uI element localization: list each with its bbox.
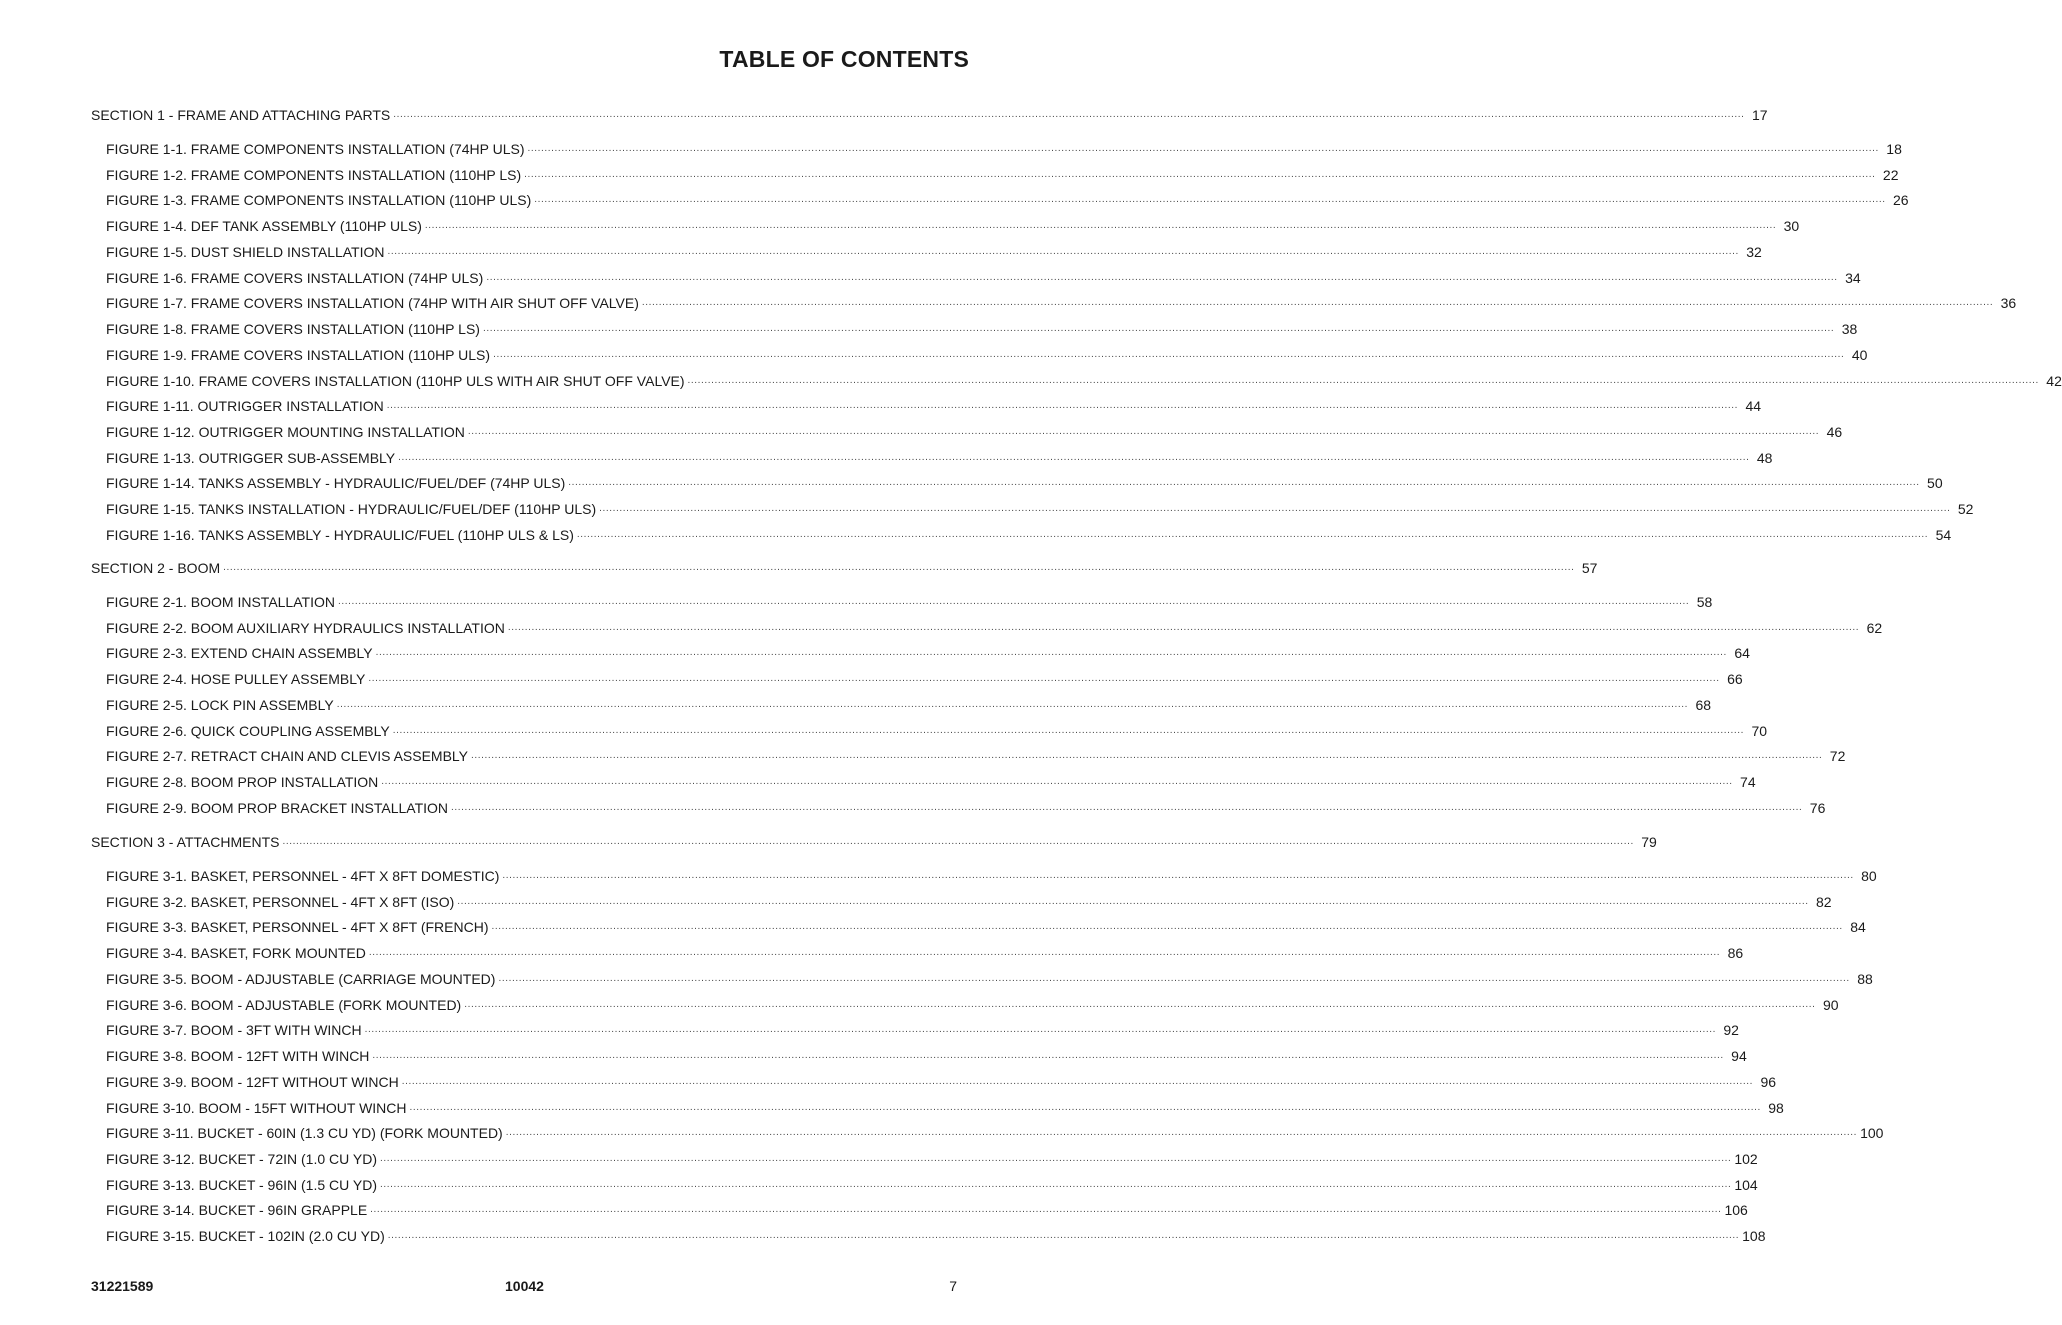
toc-leader-dots: ................................................................................................................................................................................................................................................................................................................................................................................................................	[464, 998, 1816, 1010]
toc-entry-title: FIGURE 3-9. BOOM - 12FT WITHOUT WINCH	[106, 1073, 399, 1090]
toc-entry-title: FIGURE 2-5. LOCK PIN ASSEMBLY	[106, 696, 334, 713]
toc-section-entry[interactable]	[91, 830, 1657, 850]
toc-leader-dots: ................................................................................................................................................................................................................................................................................................................................................................................................................	[467, 426, 1820, 438]
toc-entry-page: 76	[1809, 799, 1826, 816]
toc-entry-page: 30	[1783, 218, 1800, 235]
toc-entry-title: FIGURE 1-14. TANKS ASSEMBLY - HYDRAULIC/FUEL/DEF (74HP ULS)	[106, 475, 566, 492]
page-title: TABLE OF CONTENTS	[719, 46, 969, 72]
toc-figure-entry[interactable]	[91, 796, 1826, 816]
toc-entry-title: FIGURE 1-7. FRAME COVERS INSTALLATION (74HP WITH AIR SHUT OFF VALVE)	[106, 295, 639, 312]
toc-figure-entry[interactable]	[91, 214, 1800, 235]
toc-leader-dots: ................................................................................................................................................................................................................................................................................................................................................................................................................	[398, 451, 1750, 463]
toc-leader-dots: ................................................................................................................................................................................................................................................................................................................................................................................................................	[498, 972, 1850, 984]
toc-figure-entry[interactable]	[91, 590, 1713, 610]
toc-entry-title: FIGURE 1-13. OUTRIGGER SUB-ASSEMBLY	[106, 449, 396, 466]
toc-section-entry[interactable]	[91, 556, 1598, 576]
toc-leader-dots: ................................................................................................................................................................................................................................................................................................................................................................................................................	[282, 836, 1634, 847]
toc-leader-dots: ................................................................................................................................................................................................................................................................................................................................................................................................................	[502, 870, 1854, 881]
toc-figure-entry[interactable]	[91, 641, 1750, 662]
toc-figure-entry[interactable]	[91, 523, 1952, 543]
toc-leader-dots: ................................................................................................................................................................................................................................................................................................................................................................................................................	[223, 562, 1575, 573]
toc-entry-page: 40	[1851, 346, 1868, 363]
toc-figure-entry[interactable]	[91, 667, 1743, 688]
toc-leader-dots: ................................................................................................................................................................................................................................................................................................................................................................................................................	[527, 143, 1879, 154]
toc-entry-page: 66	[1727, 671, 1743, 688]
footer-doc-code: 10042	[505, 1278, 544, 1294]
toc-entry-page: 104	[1734, 1176, 1758, 1193]
toc-figure-entry[interactable]	[91, 967, 1873, 987]
toc-entry-title: FIGURE 1-9. FRAME COVERS INSTALLATION (110HP ULS)	[106, 346, 491, 363]
toc-leader-dots: ................................................................................................................................................................................................................................................................................................................................................................................................................	[370, 1204, 1722, 1216]
toc-entry-title: FIGURE 1-1. FRAME COMPONENTS INSTALLATION (74HP ULS)	[106, 141, 525, 157]
toc-entry-page: 64	[1734, 645, 1750, 662]
toc-entry-page: 102	[1734, 1151, 1758, 1168]
toc-leader-dots: ................................................................................................................................................................................................................................................................................................................................................................................................................	[424, 220, 1777, 232]
toc-figure-entry[interactable]	[91, 188, 1909, 209]
toc-entry-page: 22	[1882, 166, 1899, 183]
toc-figure-entry[interactable]	[91, 1224, 1766, 1245]
toc-leader-dots: ................................................................................................................................................................................................................................................................................................................................................................................................................	[576, 528, 1929, 540]
toc-figure-entry[interactable]	[91, 137, 1902, 157]
toc-entry-title: FIGURE 1-15. TANKS INSTALLATION - HYDRAULIC/FUEL/DEF (110HP ULS)	[106, 501, 597, 518]
toc-figure-entry[interactable]	[91, 1198, 1748, 1219]
toc-entry-title: FIGURE 3-13. BUCKET - 96IN (1.5 CU YD)	[106, 1176, 377, 1193]
toc-entry-page: 17	[1751, 107, 1768, 123]
toc-figure-entry[interactable]	[91, 941, 1744, 962]
toc-leader-dots: ................................................................................................................................................................................................................................................................................................................................................................................................................	[409, 1101, 1761, 1113]
toc-entry-page: 106	[1724, 1202, 1748, 1219]
toc-entry-page: 96	[1760, 1073, 1777, 1090]
toc-entry-title: FIGURE 3-2. BASKET, PERSONNEL - 4FT X 8FT (ISO)	[106, 893, 455, 910]
toc-entry-title: FIGURE 2-1. BOOM INSTALLATION	[106, 594, 335, 610]
toc-leader-dots: ................................................................................................................................................................................................................................................................................................................................................................................................................	[375, 647, 1727, 659]
toc-leader-dots: ................................................................................................................................................................................................................................................................................................................................................................................................................	[380, 1178, 1732, 1190]
toc-entry-page: 98	[1768, 1099, 1784, 1116]
toc-entry-title: FIGURE 1-12. OUTRIGGER MOUNTING INSTALLATION	[106, 424, 465, 441]
toc-leader-dots: ................................................................................................................................................................................................................................................................................................................................................................................................................	[457, 895, 1809, 907]
toc-entry-title: FIGURE 2-8. BOOM PROP INSTALLATION	[106, 774, 379, 791]
footer-part-number: 31221589	[91, 1278, 154, 1294]
toc-entry-title: FIGURE 3-10. BOOM - 15FT WITHOUT WINCH	[106, 1099, 407, 1116]
toc-entry-title: FIGURE 3-5. BOOM - ADJUSTABLE (CARRIAGE MOUNTED)	[106, 970, 496, 987]
toc-leader-dots: ................................................................................................................................................................................................................................................................................................................................................................................................................	[524, 168, 1876, 180]
toc-entry-title: FIGURE 1-3. FRAME COMPONENTS INSTALLATION (110HP ULS)	[106, 192, 532, 209]
toc-leader-dots: ................................................................................................................................................................................................................................................................................................................................................................................................................	[486, 271, 1838, 283]
toc-leader-dots: ................................................................................................................................................................................................................................................................................................................................................................................................................	[641, 297, 1994, 309]
toc-entry-title: SECTION 1 - FRAME AND ATTACHING PARTS	[91, 107, 391, 123]
toc-entry-page: 46	[1826, 424, 1843, 441]
toc-entry-title: FIGURE 3-12. BUCKET - 72IN (1.0 CU YD)	[106, 1151, 377, 1168]
toc-leader-dots: ................................................................................................................................................................................................................................................................................................................................................................................................................	[401, 1075, 1754, 1087]
toc-figure-entry[interactable]	[91, 420, 1843, 441]
toc-entry-title: FIGURE 2-7. RETRACT CHAIN AND CLEVIS ASSEMBLY	[106, 748, 469, 765]
toc-leader-dots: ................................................................................................................................................................................................................................................................................................................................................................................................................	[451, 801, 1803, 813]
toc-entry-page: 54	[1935, 526, 1952, 543]
toc-entry-page: 32	[1746, 243, 1762, 260]
toc-leader-dots: ................................................................................................................................................................................................................................................................................................................................................................................................................	[386, 400, 1739, 412]
footer-page-number: 7	[949, 1278, 957, 1294]
toc-figure-entry[interactable]	[91, 719, 1768, 739]
toc-entry-title: FIGURE 1-10. FRAME COVERS INSTALLATION (110HP ULS WITH AIR SHUT OFF VALVE)	[106, 372, 685, 389]
toc-entry-page: 82	[1816, 893, 1832, 910]
toc-entry-title: FIGURE 3-4. BASKET, FORK MOUNTED	[106, 945, 366, 962]
toc-leader-dots: ................................................................................................................................................................................................................................................................................................................................................................................................................	[505, 1127, 1858, 1139]
toc-figure-entry[interactable]	[91, 1121, 1884, 1142]
toc-entry-title: FIGURE 1-4. DEF TANK ASSEMBLY (110HP ULS)	[106, 218, 422, 235]
toc-entry-page: 57	[1581, 560, 1598, 576]
toc-entry-page: 94	[1731, 1048, 1747, 1065]
toc-figure-entry[interactable]	[91, 915, 1866, 936]
toc-entry-title: FIGURE 1-16. TANKS ASSEMBLY - HYDRAULIC/FUEL (110HP ULS & LS)	[106, 526, 574, 543]
toc-entry-page: 72	[1829, 748, 1846, 765]
toc-entry-title: FIGURE 3-8. BOOM - 12FT WITH WINCH	[106, 1048, 370, 1065]
toc-leader-dots: ................................................................................................................................................................................................................................................................................................................................................................................................................	[599, 503, 1951, 515]
toc-figure-entry[interactable]	[91, 1070, 1777, 1090]
toc-figure-entry[interactable]	[91, 1096, 1784, 1116]
toc-leader-dots: ................................................................................................................................................................................................................................................................................................................................................................................................................	[687, 374, 2039, 386]
toc-entry-title: FIGURE 3-14. BUCKET - 96IN GRAPPLE	[106, 1202, 368, 1219]
toc-leader-dots: ................................................................................................................................................................................................................................................................................................................................................................................................................	[568, 477, 1920, 489]
toc-figure-entry[interactable]	[91, 446, 1773, 466]
toc-entry-page: 86	[1727, 945, 1744, 962]
toc-figure-entry[interactable]	[91, 864, 1877, 884]
toc-figure-entry[interactable]	[91, 744, 1846, 765]
toc-entry-title: FIGURE 3-1. BASKET, PERSONNEL - 4FT X 8FT DOMESTIC)	[106, 868, 500, 884]
toc-entry-page: 26	[1893, 192, 1909, 209]
toc-entry-title: FIGURE 1-6. FRAME COVERS INSTALLATION (74HP ULS)	[106, 269, 484, 286]
toc-entry-title: FIGURE 3-15. BUCKET - 102IN (2.0 CU YD)	[106, 1228, 385, 1245]
toc-figure-entry[interactable]	[91, 693, 1712, 713]
toc-entry-title: FIGURE 1-2. FRAME COMPONENTS INSTALLATION (110HP LS)	[106, 166, 522, 183]
toc-entry-title: FIGURE 1-5. DUST SHIELD INSTALLATION	[106, 243, 385, 260]
toc-entry-title: FIGURE 1-11. OUTRIGGER INSTALLATION	[106, 398, 384, 415]
toc-entry-page: 74	[1740, 774, 1756, 791]
toc-entry-title: FIGURE 2-2. BOOM AUXILIARY HYDRAULICS INSTALLATION	[106, 619, 505, 636]
toc-leader-dots: ................................................................................................................................................................................................................................................................................................................................................................................................................	[368, 947, 1721, 959]
toc-leader-dots: ................................................................................................................................................................................................................................................................................................................................................................................................................	[507, 621, 1860, 633]
toc-leader-dots: ................................................................................................................................................................................................................................................................................................................................................................................................................	[387, 1230, 1740, 1242]
toc-leader-dots: ................................................................................................................................................................................................................................................................................................................................................................................................................	[491, 921, 1843, 933]
toc-entry-page: 34	[1845, 269, 1861, 286]
toc-leader-dots: ................................................................................................................................................................................................................................................................................................................................................................................................................	[471, 750, 1823, 762]
toc-leader-dots: ................................................................................................................................................................................................................................................................................................................................................................................................................	[381, 776, 1733, 788]
toc-leader-dots: ................................................................................................................................................................................................................................................................................................................................................................................................................	[380, 1153, 1732, 1165]
toc-figure-entry[interactable]	[91, 394, 1762, 415]
toc-entry-title: SECTION 3 - ATTACHMENTS	[91, 834, 280, 850]
toc-entry-title: FIGURE 3-11. BUCKET - 60IN (1.3 CU YD) (FORK MOUNTED)	[106, 1125, 503, 1142]
toc-leader-dots: ................................................................................................................................................................................................................................................................................................................................................................................................................	[393, 109, 1745, 120]
toc-entry-page: 38	[1841, 321, 1858, 338]
toc-leader-dots: ................................................................................................................................................................................................................................................................................................................................................................................................................	[368, 673, 1720, 685]
toc-entry-page: 50	[1927, 475, 1943, 492]
toc-entry-title: FIGURE 2-9. BOOM PROP BRACKET INSTALLATION	[106, 799, 449, 816]
toc-figure-entry[interactable]	[91, 163, 1899, 183]
toc-figure-entry[interactable]	[91, 266, 1861, 286]
toc-entry-title: FIGURE 2-6. QUICK COUPLING ASSEMBLY	[106, 722, 390, 739]
toc-leader-dots: ................................................................................................................................................................................................................................................................................................................................................................................................................	[387, 245, 1739, 257]
toc-entry-page: 42	[2046, 372, 2062, 389]
toc-figure-entry[interactable]	[91, 240, 1762, 260]
toc-entry-page: 48	[1756, 449, 1773, 466]
toc-entry-page: 79	[1641, 834, 1657, 850]
toc-entry-page: 18	[1886, 141, 1902, 157]
toc-entry-title: FIGURE 1-8. FRAME COVERS INSTALLATION (110HP LS)	[106, 321, 480, 338]
toc-figure-entry[interactable]	[91, 317, 1858, 338]
toc-figure-entry[interactable]	[91, 291, 2017, 312]
toc-figure-entry[interactable]	[91, 1173, 1758, 1193]
toc-entry-page: 100	[1860, 1125, 1884, 1142]
toc-leader-dots: ................................................................................................................................................................................................................................................................................................................................................................................................................	[392, 724, 1745, 736]
toc-entry-title: FIGURE 2-4. HOSE PULLEY ASSEMBLY	[106, 671, 366, 688]
toc-figure-entry[interactable]	[91, 343, 1868, 363]
toc-figure-entry[interactable]	[91, 993, 1839, 1013]
toc-entry-page: 44	[1745, 398, 1762, 415]
toc-figure-entry[interactable]	[91, 770, 1756, 791]
toc-leader-dots: ................................................................................................................................................................................................................................................................................................................................................................................................................	[482, 323, 1835, 335]
toc-entry-page: 58	[1696, 594, 1713, 610]
toc-figure-entry[interactable]	[91, 1147, 1758, 1168]
toc-leader-dots: ................................................................................................................................................................................................................................................................................................................................................................................................................	[534, 194, 1886, 206]
toc-entry-page: 88	[1857, 970, 1873, 987]
toc-section-entry[interactable]	[91, 103, 1768, 123]
toc-entry-page: 52	[1957, 501, 1974, 518]
toc-entry-page: 68	[1695, 696, 1712, 713]
toc-leader-dots: ................................................................................................................................................................................................................................................................................................................................................................................................................	[336, 698, 1689, 710]
toc-figure-entry[interactable]	[91, 497, 1974, 518]
toc-figure-entry[interactable]	[91, 471, 1943, 492]
toc-leader-dots: ................................................................................................................................................................................................................................................................................................................................................................................................................	[364, 1024, 1716, 1036]
toc-entry-title: SECTION 2 - BOOM	[91, 560, 221, 576]
toc-entry-title: FIGURE 3-7. BOOM - 3FT WITH WINCH	[106, 1022, 362, 1039]
toc-entry-page: 36	[2000, 295, 2017, 312]
toc-entry-page: 92	[1723, 1022, 1739, 1039]
toc-entry-page: 84	[1850, 919, 1866, 936]
toc-entry-title: FIGURE 3-6. BOOM - ADJUSTABLE (FORK MOUNTED)	[106, 996, 462, 1013]
toc-figure-entry[interactable]	[91, 616, 1883, 636]
toc-figure-entry[interactable]	[91, 369, 2062, 389]
toc-leader-dots: ................................................................................................................................................................................................................................................................................................................................................................................................................	[372, 1050, 1724, 1062]
toc-entry-title: FIGURE 3-3. BASKET, PERSONNEL - 4FT X 8FT (FRENCH)	[106, 919, 489, 936]
toc-leader-dots: ................................................................................................................................................................................................................................................................................................................................................................................................................	[337, 596, 1690, 607]
toc-leader-dots: ................................................................................................................................................................................................................................................................................................................................................................................................................	[493, 348, 1845, 360]
toc-entry-title: FIGURE 2-3. EXTEND CHAIN ASSEMBLY	[106, 645, 373, 662]
toc-entry-page: 70	[1751, 722, 1768, 739]
toc-entry-page: 62	[1866, 619, 1883, 636]
toc-figure-entry[interactable]	[91, 1018, 1739, 1039]
toc-entry-page: 108	[1742, 1228, 1766, 1245]
toc-entry-page: 80	[1861, 868, 1877, 884]
toc-figure-entry[interactable]	[91, 1044, 1747, 1065]
toc-figure-entry[interactable]	[91, 890, 1832, 910]
toc-entry-page: 90	[1822, 996, 1839, 1013]
